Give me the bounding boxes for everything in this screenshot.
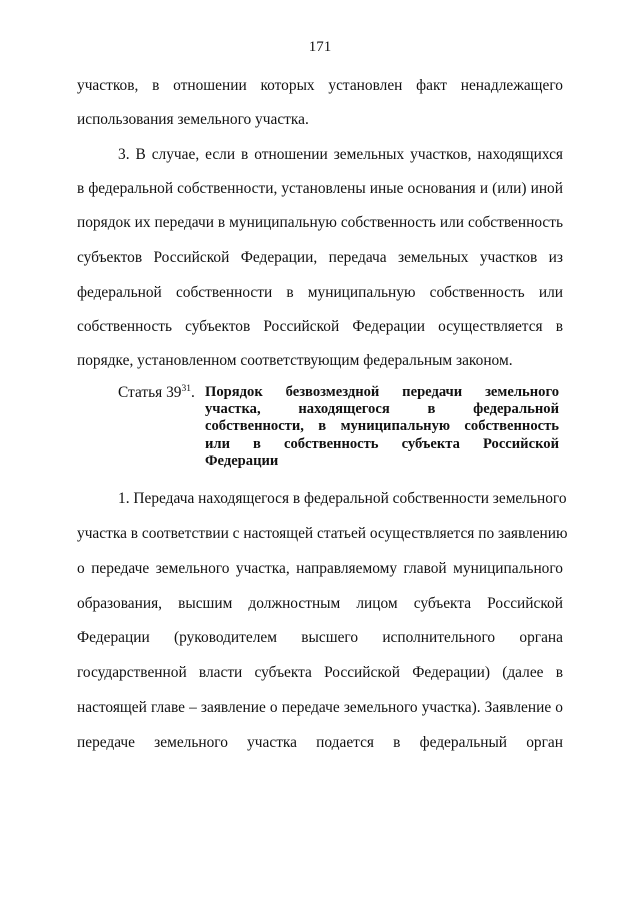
text-line: федеральной собственности в муниципальную собственность или bbox=[77, 284, 563, 301]
text-line: порядке, установленном соответствующим федеральным законом. bbox=[77, 352, 513, 369]
paragraph-first-line: 3. В случае, если в отношении земельных участков, находящихся bbox=[118, 146, 563, 163]
page-number: 171 bbox=[308, 39, 332, 55]
text-line: Федерации (руководителем высшего исполнительного органа bbox=[77, 629, 563, 646]
article-heading-line: собственности, в муниципальную собственность bbox=[205, 418, 559, 434]
text-line: образования, высшим должностным лицом субъекта Российской bbox=[77, 595, 563, 612]
text-line: настоящей главе – заявление о передаче земельного участка). Заявление о bbox=[77, 699, 563, 716]
article-number: Статья $39^{31}$. bbox=[118, 383, 195, 401]
paragraph-first-line: 1. Передача находящегося в федеральной собственности земельного bbox=[118, 490, 567, 507]
text-line: использования земельного участка. bbox=[77, 111, 309, 128]
text-line: собственность субъектов Российской Федерации осуществляется в bbox=[77, 318, 563, 335]
article-heading-line: или в собственность субъекта Российской bbox=[205, 436, 559, 452]
text-line: порядок их передачи в муниципальную собственность или собственность bbox=[77, 214, 563, 231]
article-heading-line: участка, находящегося в федеральной bbox=[205, 401, 559, 417]
article-heading-line: Федерации bbox=[205, 453, 279, 469]
article-superscript: 31 bbox=[181, 383, 191, 394]
text-line: субъектов Российской Федерации, передача земельных участков из bbox=[77, 249, 563, 266]
text-line: участка в соответствии с настоящей статьей осуществляется по заявлению bbox=[77, 525, 568, 542]
text-line: о передаче земельного участка, направляемому главой муниципального bbox=[77, 560, 563, 577]
text-line: передаче земельного участка подается в федеральный орган bbox=[77, 734, 563, 751]
text-line: государственной власти субъекта Российской Федерации) (далее в bbox=[77, 664, 563, 681]
text-line: в федеральной собственности, установлены иные основания и (или) иной bbox=[77, 180, 563, 197]
article-heading-line: Порядок безвозмездной передачи земельного bbox=[205, 384, 559, 400]
text-line: участков, в отношении которых установлен факт ненадлежащего bbox=[77, 77, 563, 94]
